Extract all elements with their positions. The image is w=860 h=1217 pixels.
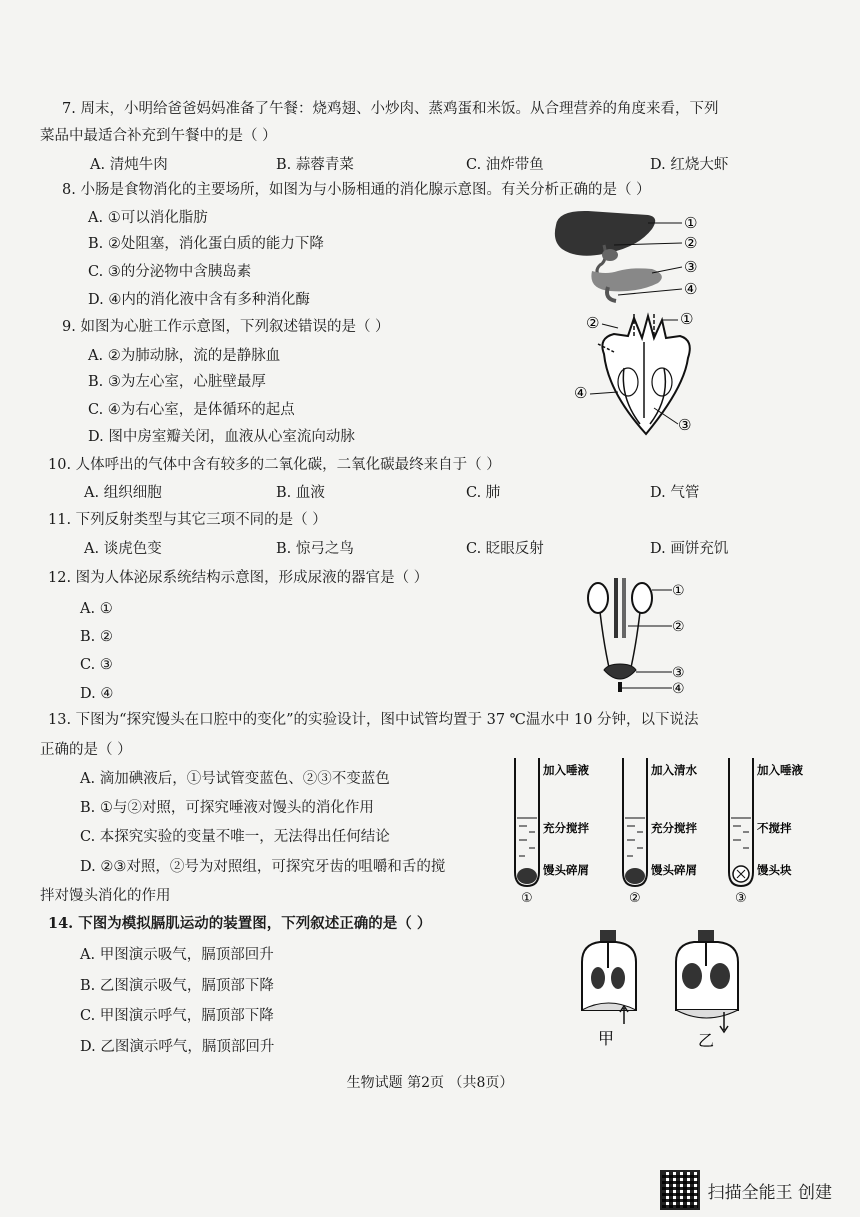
q9-label-4: ④	[574, 384, 588, 402]
q7-stem-line2: 菜品中最适合补充到午餐中的是（ ）	[40, 128, 277, 144]
q10-option-d: D. 气管	[650, 485, 700, 501]
watermark-text: 扫描全能王 创建	[707, 1182, 832, 1203]
scanner-watermark	[660, 1170, 832, 1210]
test-tube-1	[515, 758, 589, 906]
q13-stem-line2: 正确的是（ ）	[40, 742, 132, 758]
q7-stem-line1: 7. 周末，小明给爸爸妈妈准备了午餐：烧鸡翅、小炒肉、蒸鸡蛋和米饭。从合理营养的角度来看，下列	[62, 101, 719, 117]
q11-option-d: D. 画饼充饥	[650, 541, 729, 557]
jia-label: 甲	[598, 1029, 615, 1048]
q9-label-3: ③	[678, 416, 692, 434]
tube-2-top-label: 加入清水	[651, 763, 697, 777]
q12-label-2: ②	[672, 619, 685, 635]
q11-stem: 11. 下列反射类型与其它三项不同的是（ ）	[48, 512, 327, 528]
urinary-system-figure	[580, 576, 690, 696]
tube-3-mid-label: 不搅拌	[757, 821, 792, 835]
q10-option-a: A. 组织细胞	[84, 485, 162, 501]
gallbladder-shape	[602, 249, 618, 261]
qr-code-icon	[660, 1170, 700, 1210]
q9-option-a: A. ②为肺动脉，流的是静脉血	[88, 348, 281, 364]
test-tube-3	[729, 758, 803, 906]
q11-option-c: C. 眨眼反射	[466, 541, 544, 557]
q13-stem-line1: 13. 下图为“探究馒头在口腔中的变化”的实验设计，图中试管均置于 37 ℃温水中 10 分钟，以下说法	[48, 712, 699, 728]
q14-option-c: C. 甲图演示呼气，膈顶部下降	[80, 1008, 274, 1024]
q14-option-a: A. 甲图演示吸气，膈顶部回升	[80, 947, 274, 963]
tube-3-bottom-label: 馒头块	[757, 863, 792, 877]
q9-option-d: D. 图中房室瓣关闭，血液从心室流向动脉	[88, 429, 355, 445]
q12-label-4: ④	[672, 681, 685, 697]
pancreas-shape	[591, 268, 661, 291]
tube-1-number: ①	[521, 891, 533, 906]
q7-option-a: A. 清炖牛肉	[90, 157, 168, 173]
q8-option-b: B. ②处阻塞，消化蛋白质的能力下降	[88, 236, 324, 252]
q8-option-c: C. ③的分泌物中含胰岛素	[88, 264, 252, 280]
q8-label-3: ③	[684, 258, 698, 276]
tube-2-bottom-label: 馒头碎屑	[651, 863, 697, 877]
q12-label-1: ①	[672, 583, 685, 599]
q12-option-b: B. ②	[80, 629, 113, 645]
q8-label-4: ④	[684, 280, 698, 298]
q9-stem: 9. 如图为心脏工作示意图，下列叙述错误的是（ ）	[62, 319, 390, 335]
q9-option-c: C. ④为右心室，是体循环的起点	[88, 402, 295, 418]
q7-option-d: D. 红烧大虾	[650, 157, 729, 173]
q10-stem: 10. 人体呼出的气体中含有较多的二氧化碳，二氧化碳最终来自于（ ）	[48, 457, 501, 473]
q9-label-1: ①	[680, 310, 694, 328]
q8-label-2: ②	[684, 234, 698, 252]
q13-option-b: B. ①与②对照，可探究唾液对馒头的消化作用	[80, 800, 374, 816]
q8-stem: 8. 小肠是食物消化的主要场所，如图为与小肠相通的消化腺示意图。有关分析正确的是（ ）	[62, 182, 651, 198]
bell-jar-yi	[676, 930, 738, 1050]
tube-2-mid-label: 充分搅拌	[651, 821, 697, 835]
q11-option-b: B. 惊弓之鸟	[276, 541, 354, 557]
q7-option-c: C. 油炸带鱼	[466, 157, 544, 173]
q11-option-a: A. 谈虎色变	[84, 541, 162, 557]
test-tube-2	[623, 758, 697, 906]
bell-jar-jia	[582, 930, 636, 1048]
q13-option-d-cont: 拌对馒头消化的作用	[40, 888, 171, 904]
q9-label-2: ②	[586, 314, 600, 332]
heart-figure	[574, 308, 704, 440]
q7-option-b: B. 蒜蓉青菜	[276, 157, 354, 173]
tube-1-mid-label: 充分搅拌	[543, 821, 589, 835]
q12-option-c: C. ③	[80, 657, 113, 673]
q13-option-d: D. ②③对照，②号为对照组，可探究牙齿的咀嚼和舌的搅	[80, 859, 446, 875]
q10-option-c: C. 肺	[466, 485, 501, 501]
q13-option-a: A. 滴加碘液后，①号试管变蓝色、②③不变蓝色	[80, 771, 390, 787]
q10-option-b: B. 血液	[276, 485, 325, 501]
page-footer: 生物试题 第2页 （共8页）	[346, 1075, 514, 1091]
q8-option-d: D. ④内的消化液中含有多种消化酶	[88, 292, 310, 308]
tube-3-top-label: 加入唾液	[757, 763, 803, 777]
q8-option-a: A. ①可以消化脂肪	[88, 210, 208, 226]
q12-label-3: ③	[672, 665, 685, 681]
yi-label: 乙	[698, 1031, 715, 1050]
q12-option-d: D. ④	[80, 686, 114, 702]
q12-stem: 12. 图为人体泌尿系统结构示意图，形成尿液的器官是（ ）	[48, 570, 429, 586]
q14-option-b: B. 乙图演示吸气，膈顶部下降	[80, 978, 274, 994]
digestive-gland-figure	[548, 205, 708, 305]
diaphragm-model-figure	[574, 926, 774, 1050]
q12-option-a: A. ①	[80, 601, 113, 617]
tube-3-number: ③	[735, 891, 747, 906]
tube-1-bottom-label: 馒头碎屑	[543, 863, 589, 877]
q9-option-b: B. ③为左心室，心脏壁最厚	[88, 374, 266, 390]
q14-stem: 14. 下图为模拟膈肌运动的装置图，下列叙述正确的是（ ）	[48, 915, 432, 932]
test-tube-figure	[505, 754, 825, 904]
q8-label-1: ①	[684, 214, 698, 232]
heart-outline	[602, 316, 692, 434]
tube-2-number: ②	[629, 891, 641, 906]
q14-option-d: D. 乙图演示呼气，膈顶部回升	[80, 1039, 275, 1055]
q13-option-c: C. 本探究实验的变量不唯一，无法得出任何结论	[80, 829, 390, 845]
tube-1-top-label: 加入唾液	[543, 763, 589, 777]
